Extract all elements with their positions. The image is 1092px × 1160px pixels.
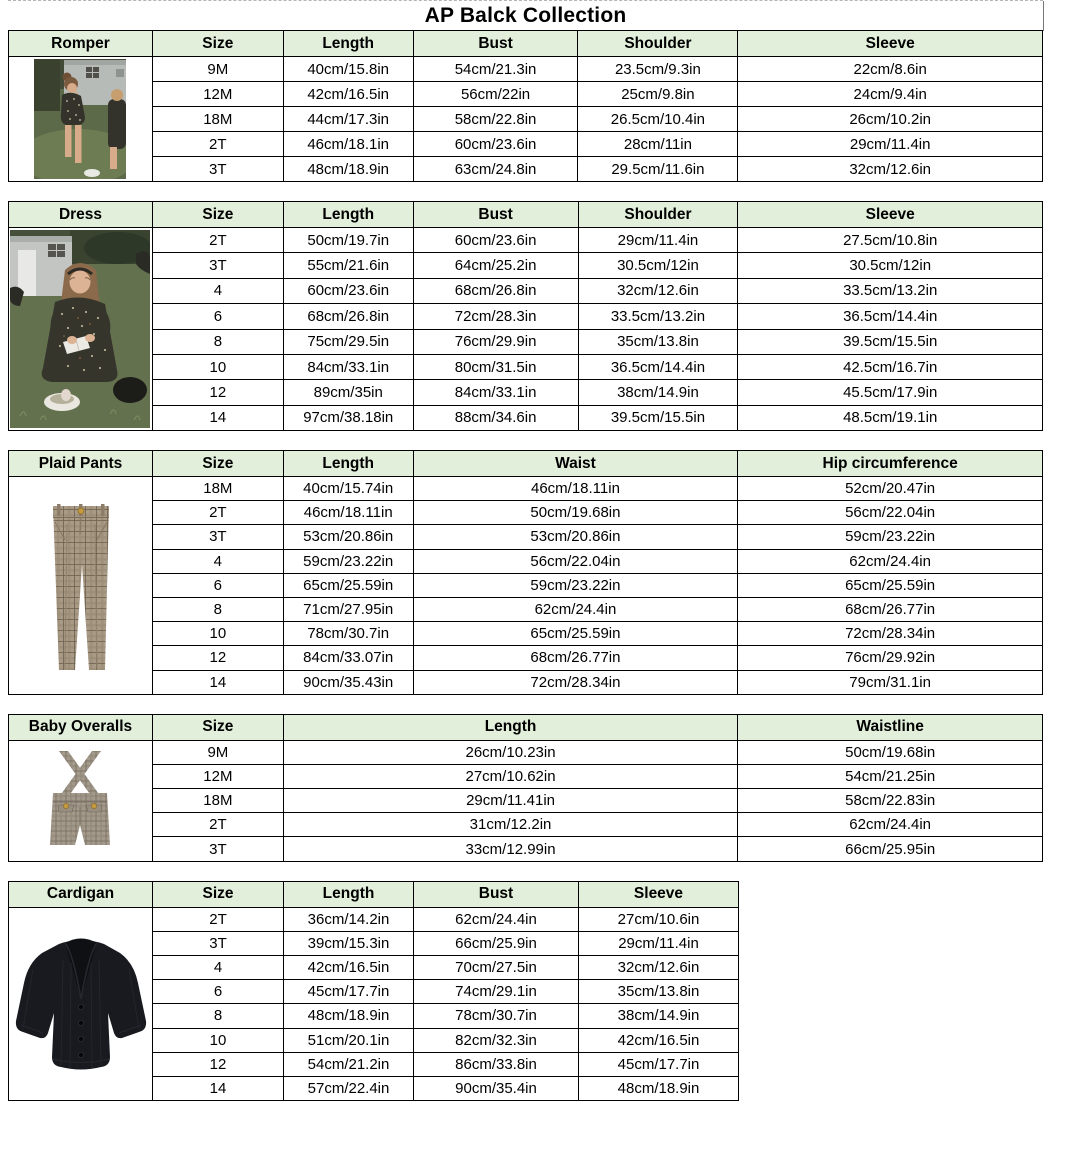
romper-measurement-cell: 48cm/18.9in	[283, 157, 413, 182]
baby-overalls-measurement-cell: 31cm/12.2in	[283, 813, 737, 837]
romper-measurement-cell: 25cm/9.8in	[578, 82, 738, 107]
plaid-pants-measurement-cell: 50cm/19.68in	[413, 501, 738, 525]
dress-size-cell: 14	[152, 405, 283, 430]
cardigan-row-2t	[9, 907, 739, 931]
dress-size-cell: 12	[152, 380, 283, 405]
baby-overalls-size-cell: 12M	[152, 764, 283, 788]
plaid-pants-row-3t	[9, 525, 1043, 549]
cardigan-product-label: Cardigan	[9, 881, 153, 907]
cardigan-size-cell: 8	[153, 1004, 284, 1028]
cardigan-measurement-cell: 38cm/14.9in	[579, 1004, 739, 1028]
dress-row-8	[9, 329, 1043, 354]
plaid-pants-measurement-cell: 65cm/25.59in	[283, 573, 413, 597]
cardigan-measurement-cell: 27cm/10.6in	[579, 907, 739, 931]
dress-measurement-cell: 88cm/34.6in	[413, 405, 578, 430]
cardigan-col-header-length: Length	[284, 881, 414, 907]
dress-row-10	[9, 354, 1043, 379]
size-table-romper	[8, 30, 1043, 182]
cardigan-size-cell: 2T	[153, 907, 284, 931]
plaid-pants-row-18m	[9, 477, 1043, 501]
romper-size-cell: 18M	[152, 107, 283, 132]
plaid-pants-measurement-cell: 68cm/26.77in	[413, 646, 738, 670]
romper-row-9m	[9, 57, 1043, 82]
size-table-cardigan	[8, 881, 739, 1102]
plaid-pants-col-header-hip-circumference: Hip circumference	[738, 451, 1043, 477]
romper-col-header-size: Size	[152, 31, 283, 57]
cardigan-size-cell: 12	[153, 1052, 284, 1076]
cardigan-measurement-cell: 74cm/29.1in	[414, 980, 579, 1004]
dress-row-3t	[9, 253, 1043, 278]
cardigan-measurement-cell: 57cm/22.4in	[284, 1076, 414, 1100]
cardigan-measurement-cell: 39cm/15.3in	[284, 931, 414, 955]
cardigan-col-header-sleeve: Sleeve	[579, 881, 739, 907]
romper-measurement-cell: 42cm/16.5in	[283, 82, 413, 107]
romper-measurement-cell: 26.5cm/10.4in	[578, 107, 738, 132]
cardigan-measurement-cell: 66cm/25.9in	[414, 931, 579, 955]
baby-overalls-product-label: Baby Overalls	[9, 714, 153, 740]
dress-row-14	[9, 405, 1043, 430]
dress-row-4	[9, 278, 1043, 303]
baby-overalls-size-cell: 3T	[152, 837, 283, 861]
size-table-plaid-pants	[8, 450, 1043, 695]
cardigan-measurement-cell: 32cm/12.6in	[579, 956, 739, 980]
dress-measurement-cell: 27.5cm/10.8in	[738, 228, 1043, 253]
size-table-baby-overalls	[8, 714, 1043, 862]
plaid-pants-size-cell: 18M	[152, 477, 283, 501]
romper-row-18m	[9, 107, 1043, 132]
dress-measurement-cell: 84cm/33.1in	[413, 380, 578, 405]
baby-overalls-measurement-cell: 27cm/10.62in	[283, 764, 737, 788]
dress-size-cell: 6	[152, 304, 283, 329]
cardigan-size-cell: 3T	[153, 931, 284, 955]
cardigan-measurement-cell: 42cm/16.5in	[579, 1028, 739, 1052]
dress-row-2t	[9, 228, 1043, 253]
romper-size-cell: 3T	[152, 157, 283, 182]
baby-overalls-measurement-cell: 54cm/21.25in	[738, 764, 1043, 788]
plaid-pants-row-14	[9, 670, 1043, 694]
plaid-pants-measurement-cell: 46cm/18.11in	[283, 501, 413, 525]
plaid-pants-measurement-cell: 59cm/23.22in	[283, 549, 413, 573]
dress-measurement-cell: 68cm/26.8in	[413, 278, 578, 303]
baby-overalls-col-header-size: Size	[152, 714, 283, 740]
dress-measurement-cell: 55cm/21.6in	[283, 253, 413, 278]
plaid-pants-measurement-cell: 62cm/24.4in	[413, 597, 738, 621]
plaid-pants-measurement-cell: 59cm/23.22in	[413, 573, 738, 597]
dress-measurement-cell: 39.5cm/15.5in	[738, 329, 1043, 354]
romper-col-header-bust: Bust	[413, 31, 578, 57]
baby-overalls-row-2t	[9, 813, 1043, 837]
dress-measurement-cell: 60cm/23.6in	[283, 278, 413, 303]
plaid-pants-row-12	[9, 646, 1043, 670]
baby-overalls-row-12m	[9, 764, 1043, 788]
dress-photo	[10, 230, 150, 428]
plaid-pants-size-cell: 3T	[152, 525, 283, 549]
plaid-pants-measurement-cell: 52cm/20.47in	[738, 477, 1043, 501]
baby-overalls-col-header-length: Length	[283, 714, 737, 740]
romper-col-header-length: Length	[283, 31, 413, 57]
size-chart-page	[8, 0, 1043, 1101]
plaid-pants-size-cell: 12	[152, 646, 283, 670]
dress-header-row	[9, 202, 1043, 228]
plaid-pants-measurement-cell: 53cm/20.86in	[413, 525, 738, 549]
size-tables-container	[8, 30, 1043, 1101]
romper-measurement-cell: 28cm/11in	[578, 132, 738, 157]
dress-size-cell: 3T	[152, 253, 283, 278]
dress-measurement-cell: 42.5cm/16.7in	[738, 354, 1043, 379]
romper-measurement-cell: 32cm/12.6in	[738, 157, 1043, 182]
baby-overalls-measurement-cell: 66cm/25.95in	[738, 837, 1043, 861]
dress-col-header-size: Size	[152, 202, 283, 228]
plaid-pants-image-cell	[9, 477, 153, 695]
cardigan-measurement-cell: 29cm/11.4in	[579, 931, 739, 955]
dress-size-cell: 2T	[152, 228, 283, 253]
dress-measurement-cell: 35cm/13.8in	[578, 329, 738, 354]
dress-measurement-cell: 38cm/14.9in	[578, 380, 738, 405]
plaid-pants-size-cell: 8	[152, 597, 283, 621]
baby-overalls-size-cell: 2T	[152, 813, 283, 837]
plaid-pants-measurement-cell: 78cm/30.7in	[283, 622, 413, 646]
plaid-pants-header-row	[9, 451, 1043, 477]
romper-measurement-cell: 22cm/8.6in	[738, 57, 1043, 82]
dress-measurement-cell: 48.5cm/19.1in	[738, 405, 1043, 430]
baby-overalls-header-row	[9, 714, 1043, 740]
plaid-pants-size-cell: 14	[152, 670, 283, 694]
dress-measurement-cell: 97cm/38.18in	[283, 405, 413, 430]
romper-measurement-cell: 26cm/10.2in	[738, 107, 1043, 132]
dress-measurement-cell: 72cm/28.3in	[413, 304, 578, 329]
plaid-pants-row-4	[9, 549, 1043, 573]
dress-measurement-cell: 84cm/33.1in	[283, 354, 413, 379]
romper-measurement-cell: 44cm/17.3in	[283, 107, 413, 132]
cardigan-measurement-cell: 90cm/35.4in	[414, 1076, 579, 1100]
plaid-pants-measurement-cell: 40cm/15.74in	[283, 477, 413, 501]
dress-col-header-bust: Bust	[413, 202, 578, 228]
baby-overalls-size-cell: 18M	[152, 789, 283, 813]
romper-row-12m	[9, 82, 1043, 107]
plaid-pants-measurement-cell: 62cm/24.4in	[738, 549, 1043, 573]
romper-size-cell: 9M	[152, 57, 283, 82]
cardigan-header-row	[9, 881, 739, 907]
plaid-pants-measurement-cell: 72cm/28.34in	[738, 622, 1043, 646]
plaid-pants-size-cell: 4	[152, 549, 283, 573]
dress-measurement-cell: 76cm/29.9in	[413, 329, 578, 354]
romper-col-header-sleeve: Sleeve	[738, 31, 1043, 57]
cardigan-measurement-cell: 42cm/16.5in	[284, 956, 414, 980]
romper-photo	[34, 59, 126, 179]
cardigan-measurement-cell: 36cm/14.2in	[284, 907, 414, 931]
plaid-pants-measurement-cell: 68cm/26.77in	[738, 597, 1043, 621]
baby-overalls-measurement-cell: 33cm/12.99in	[283, 837, 737, 861]
plaid-pants-measurement-cell: 53cm/20.86in	[283, 525, 413, 549]
cardigan-measurement-cell: 51cm/20.1in	[284, 1028, 414, 1052]
baby-overalls-col-header-waistline: Waistline	[738, 714, 1043, 740]
cardigan-measurement-cell: 78cm/30.7in	[414, 1004, 579, 1028]
dress-row-6	[9, 304, 1043, 329]
romper-measurement-cell: 63cm/24.8in	[413, 157, 578, 182]
plaid-pants-col-header-size: Size	[152, 451, 283, 477]
plaid-pants-measurement-cell: 71cm/27.95in	[283, 597, 413, 621]
baby-overalls-row-18m	[9, 789, 1043, 813]
plaid-pants-measurement-cell: 79cm/31.1in	[738, 670, 1043, 694]
dress-measurement-cell: 30.5cm/12in	[578, 253, 738, 278]
baby-overalls-measurement-cell: 58cm/22.83in	[738, 789, 1043, 813]
dress-measurement-cell: 29cm/11.4in	[578, 228, 738, 253]
plaid-pants-col-header-waist: Waist	[413, 451, 738, 477]
dress-measurement-cell: 75cm/29.5in	[283, 329, 413, 354]
cardigan-measurement-cell: 54cm/21.2in	[284, 1052, 414, 1076]
dress-measurement-cell: 30.5cm/12in	[738, 253, 1043, 278]
dress-measurement-cell: 50cm/19.7in	[283, 228, 413, 253]
plaid-pants-measurement-cell: 76cm/29.92in	[738, 646, 1043, 670]
cardigan-size-cell: 10	[153, 1028, 284, 1052]
plaid-pants-measurement-cell: 46cm/18.11in	[413, 477, 738, 501]
plaid-pants-measurement-cell: 65cm/25.59in	[738, 573, 1043, 597]
dress-measurement-cell: 33.5cm/13.2in	[578, 304, 738, 329]
plaid-pants-measurement-cell: 56cm/22.04in	[738, 501, 1043, 525]
plaid-pants-row-10	[9, 622, 1043, 646]
plaid-pants-measurement-cell: 59cm/23.22in	[738, 525, 1043, 549]
plaid-pants-row-8	[9, 597, 1043, 621]
cardigan-size-cell: 6	[153, 980, 284, 1004]
dress-measurement-cell: 39.5cm/15.5in	[578, 405, 738, 430]
romper-measurement-cell: 54cm/21.3in	[413, 57, 578, 82]
dress-size-cell: 4	[152, 278, 283, 303]
cardigan-measurement-cell: 70cm/27.5in	[414, 956, 579, 980]
cardigan-measurement-cell: 48cm/18.9in	[579, 1076, 739, 1100]
romper-measurement-cell: 40cm/15.8in	[283, 57, 413, 82]
dress-row-12	[9, 380, 1043, 405]
baby-overalls-row-3t	[9, 837, 1043, 861]
dress-measurement-cell: 36.5cm/14.4in	[578, 354, 738, 379]
plaid-pants-size-cell: 6	[152, 573, 283, 597]
baby-overalls-photo	[30, 745, 130, 857]
plaid-pants-size-cell: 2T	[152, 501, 283, 525]
dress-measurement-cell: 32cm/12.6in	[578, 278, 738, 303]
romper-measurement-cell: 29cm/11.4in	[738, 132, 1043, 157]
print-area-edge	[1043, 1, 1044, 31]
cardigan-measurement-cell: 86cm/33.8in	[414, 1052, 579, 1076]
plaid-pants-measurement-cell: 56cm/22.04in	[413, 549, 738, 573]
romper-header-row	[9, 31, 1043, 57]
romper-measurement-cell: 56cm/22in	[413, 82, 578, 107]
dress-col-header-shoulder: Shoulder	[578, 202, 738, 228]
romper-measurement-cell: 60cm/23.6in	[413, 132, 578, 157]
dress-size-cell: 10	[152, 354, 283, 379]
dress-measurement-cell: 60cm/23.6in	[413, 228, 578, 253]
romper-size-cell: 2T	[152, 132, 283, 157]
cardigan-measurement-cell: 82cm/32.3in	[414, 1028, 579, 1052]
romper-row-2t	[9, 132, 1043, 157]
dress-measurement-cell: 80cm/31.5in	[413, 354, 578, 379]
cardigan-col-header-size: Size	[153, 881, 284, 907]
cardigan-size-cell: 14	[153, 1076, 284, 1100]
dress-measurement-cell: 64cm/25.2in	[413, 253, 578, 278]
dress-measurement-cell: 36.5cm/14.4in	[738, 304, 1043, 329]
baby-overalls-measurement-cell: 26cm/10.23in	[283, 740, 737, 764]
cardigan-image-cell	[9, 907, 153, 1101]
romper-row-3t	[9, 157, 1043, 182]
plaid-pants-photo	[24, 492, 136, 678]
romper-product-label: Romper	[9, 31, 153, 57]
romper-measurement-cell: 29.5cm/11.6in	[578, 157, 738, 182]
dress-measurement-cell: 89cm/35in	[283, 380, 413, 405]
romper-size-cell: 12M	[152, 82, 283, 107]
plaid-pants-col-header-length: Length	[283, 451, 413, 477]
plaid-pants-row-6	[9, 573, 1043, 597]
cardigan-measurement-cell: 48cm/18.9in	[284, 1004, 414, 1028]
dress-measurement-cell: 68cm/26.8in	[283, 304, 413, 329]
plaid-pants-measurement-cell: 65cm/25.59in	[413, 622, 738, 646]
size-table-dress	[8, 201, 1043, 431]
romper-col-header-shoulder: Shoulder	[578, 31, 738, 57]
dress-size-cell: 8	[152, 329, 283, 354]
plaid-pants-measurement-cell: 84cm/33.07in	[283, 646, 413, 670]
dress-image-cell	[9, 228, 153, 431]
cardigan-col-header-bust: Bust	[414, 881, 579, 907]
romper-measurement-cell: 24cm/9.4in	[738, 82, 1043, 107]
cardigan-measurement-cell: 35cm/13.8in	[579, 980, 739, 1004]
baby-overalls-size-cell: 9M	[152, 740, 283, 764]
baby-overalls-image-cell	[9, 740, 153, 861]
plaid-pants-size-cell: 10	[152, 622, 283, 646]
romper-measurement-cell: 58cm/22.8in	[413, 107, 578, 132]
page-title: AP Balck Collection	[424, 4, 627, 27]
dress-measurement-cell: 45.5cm/17.9in	[738, 380, 1043, 405]
baby-overalls-measurement-cell: 29cm/11.41in	[283, 789, 737, 813]
baby-overalls-measurement-cell: 50cm/19.68in	[738, 740, 1043, 764]
cardigan-photo	[13, 929, 149, 1079]
dress-col-header-sleeve: Sleeve	[738, 202, 1043, 228]
baby-overalls-row-9m	[9, 740, 1043, 764]
cardigan-measurement-cell: 45cm/17.7in	[284, 980, 414, 1004]
romper-measurement-cell: 46cm/18.1in	[283, 132, 413, 157]
plaid-pants-row-2t	[9, 501, 1043, 525]
plaid-pants-measurement-cell: 90cm/35.43in	[283, 670, 413, 694]
romper-image-cell	[9, 57, 153, 182]
plaid-pants-product-label: Plaid Pants	[9, 451, 153, 477]
romper-measurement-cell: 23.5cm/9.3in	[578, 57, 738, 82]
dress-col-header-length: Length	[283, 202, 413, 228]
cardigan-size-cell: 4	[153, 956, 284, 980]
plaid-pants-measurement-cell: 72cm/28.34in	[413, 670, 738, 694]
dress-measurement-cell: 33.5cm/13.2in	[738, 278, 1043, 303]
baby-overalls-measurement-cell: 62cm/24.4in	[738, 813, 1043, 837]
cardigan-measurement-cell: 45cm/17.7in	[579, 1052, 739, 1076]
cardigan-measurement-cell: 62cm/24.4in	[414, 907, 579, 931]
dress-product-label: Dress	[9, 202, 153, 228]
